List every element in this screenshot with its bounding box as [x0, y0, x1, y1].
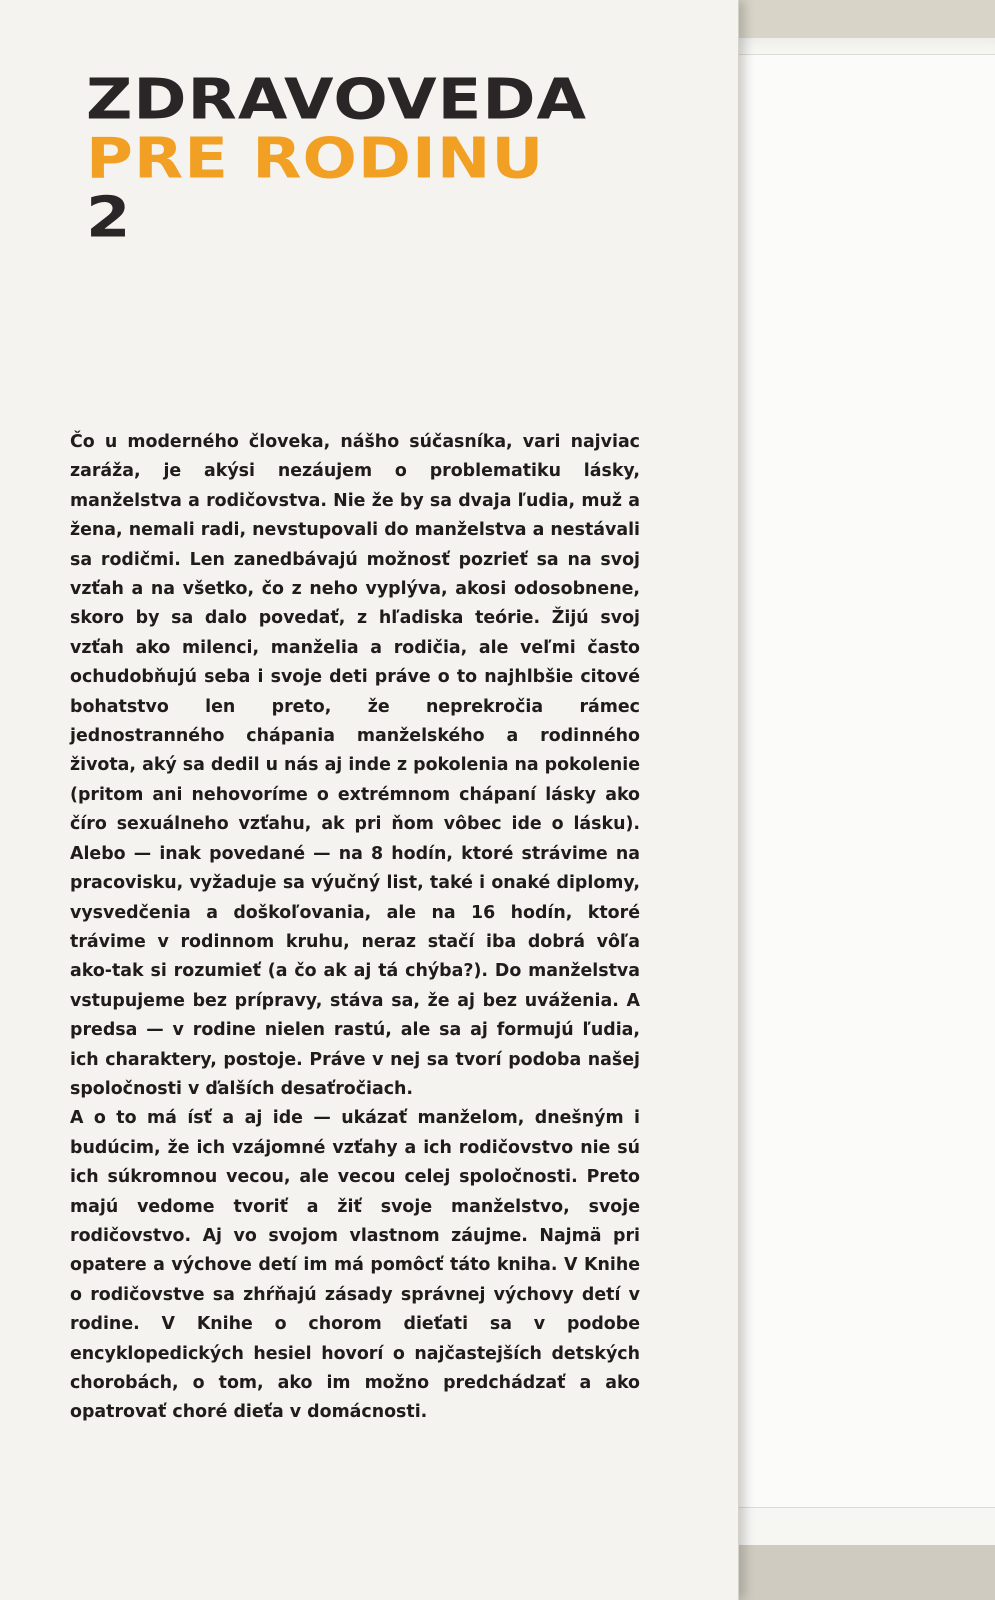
- book-title: [86, 67, 587, 254]
- book-inner-page: [735, 54, 995, 1508]
- volume-number: 2: [86, 185, 131, 251]
- blurb-paragraph-1: Čo u moderného človeka, nášho súčasníka, vari najviac zaráža, je akýsi nezáujem o problematiku lásky, manželstva a rodičovstva. Nie že by sa dvaja ľudia, muž a žena, nemali radi, nevstupovali do manželstva a nestávali sa rodičmi. Len zanedbávajú možnosť pozrieť sa na svoj vzťah a na všetko, čo z neho vyplýva, akosi odosobnene, skoro by sa dalo povedať, z hľadiska teórie. Žijú svoj vzťah ako milenci, manželia a rodičia, ale veľmi často ochudobňujú seba i svoje deti práve o to najhlbšie citové bohatstvo len preto, že neprekročia rámec jednostranného chápania manželského a rodinného života, aký sa dedil u nás aj inde z pokolenia na pokolenie (pritom ani nehovoríme o extrémnom chápaní lásky ako číro sexuálneho vzťahu, ak pri ňom vôbec ide o lásku). Alebo — inak povedané — na 8 hodín, ktoré strávime na pracovisku, vyžaduje sa výučný list, také i onaké diplomy, vysvedčenia a doškoľovania, ale na 16 hodín, ktoré trávime v rodinnom kruhu, neraz stačí iba dobrá vôľa ako-tak si rozumieť (a čo ak aj tá chýba?). Do manželstva vstupujeme bez prípravy, stáva sa, že aj bez uváženia. A predsa — v rodine nielen rastú, ale sa aj formujú ľudia, ich charaktery, postoje. Práve v nej sa tvorí podoba našej spoločnosti v ďalších desaťročiach.: [70, 432, 640, 1099]
- title-line-2: PRE RODINU: [86, 126, 545, 192]
- title-line-1: ZDRAVOVEDA: [86, 67, 587, 133]
- blurb-paragraph-2: A o to má ísť a aj ide — ukázať manželom, dnešným i budúcim, že ich vzájomné vzťahy a ich rodičovstvo nie sú ich súkromnou vecou, ale vecou celej spoločnosti. Preto majú vedome tvoriť a žiť svoje manželstvo, svoje rodičovstvo. Aj vo svojom vlastnom záujme. Najmä pri opatere a výchove detí im má pomôcť táto kniha. V Knihe o rodičovstve sa zhŕňajú zásady správnej výchovy detí v rodine. V Knihe o chorom dieťati sa v podobe encyklopedických hesiel hovorí o najčastejších detských chorobách, o tom, ako im možno predchádzať a ako opatrovať choré dieťa v domácnosti.: [70, 1108, 640, 1423]
- table-surface: [720, 1545, 995, 1600]
- blurb-text: [70, 428, 640, 1428]
